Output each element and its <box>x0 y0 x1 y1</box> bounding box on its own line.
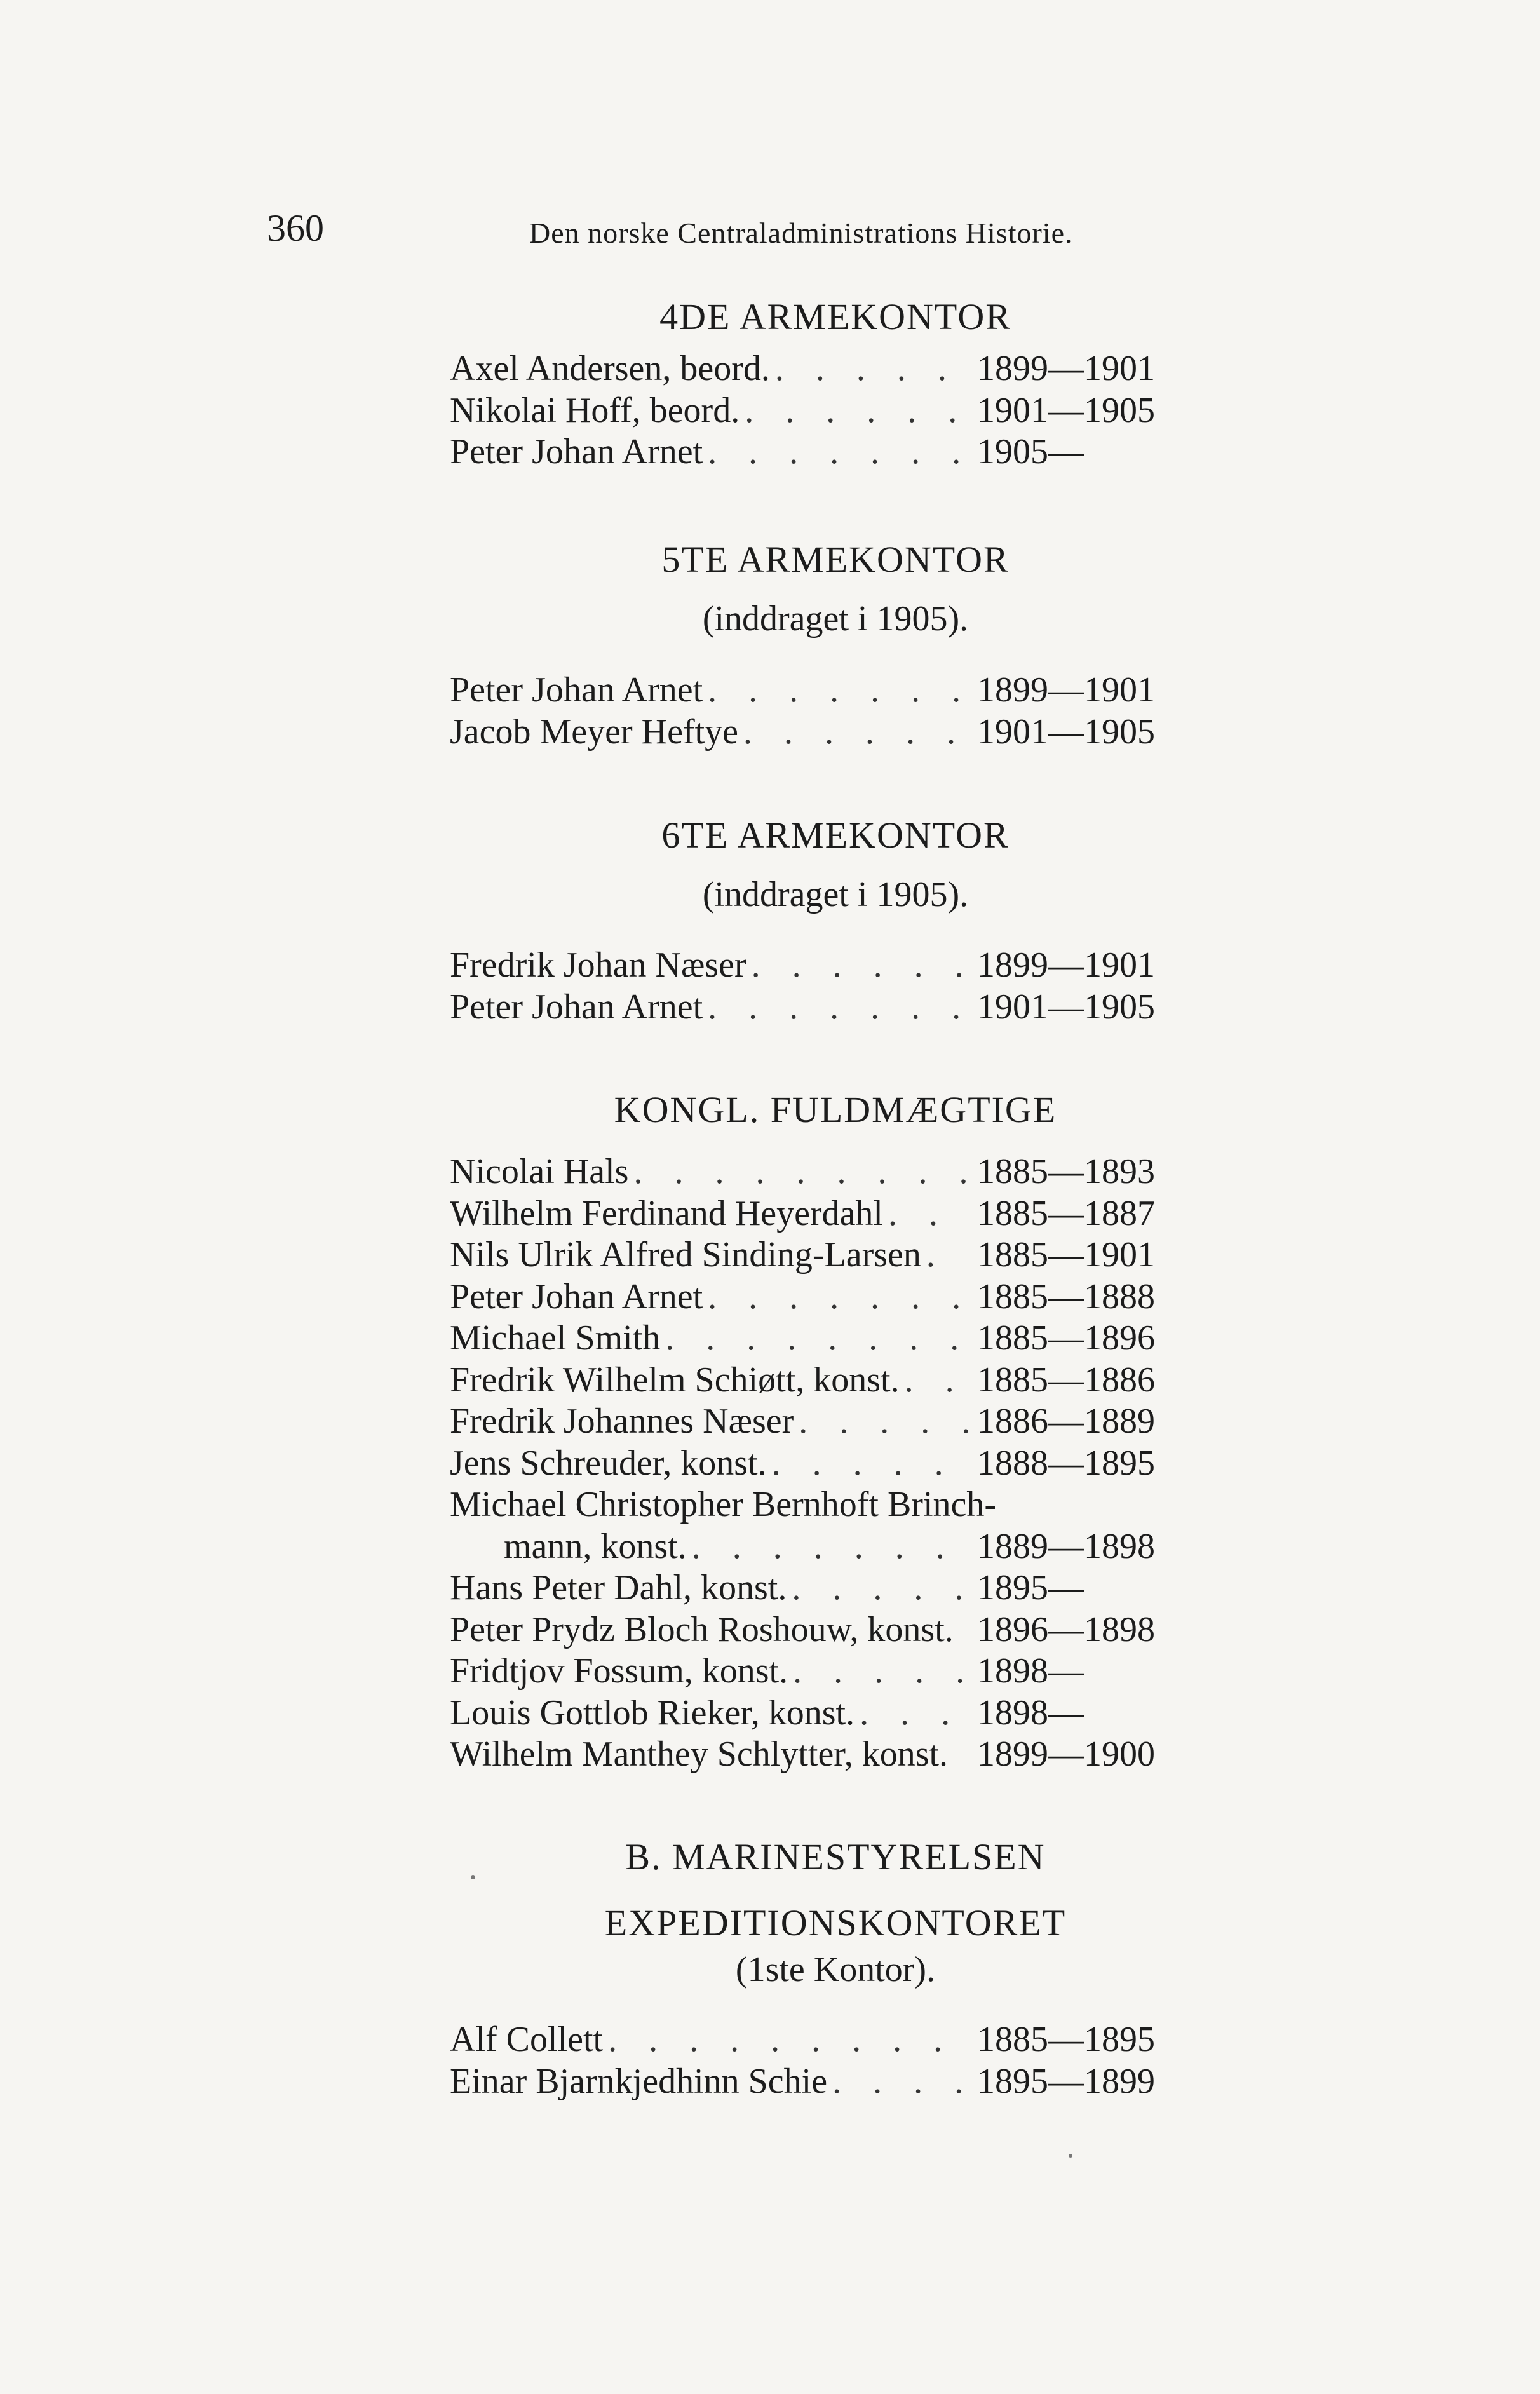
entry-name: Alf Collett <box>450 2020 604 2059</box>
entry-years: 1901—1905 <box>977 390 1155 430</box>
list-item <box>450 1234 1212 1276</box>
entry-years: 1898— <box>977 1651 1084 1691</box>
entry-list <box>450 670 1212 753</box>
list-item <box>450 1734 1212 1776</box>
section-subheading: EXPEDITIONSKONTORET <box>604 1902 1067 1944</box>
entry-name: Peter Johan Arnet <box>450 432 703 471</box>
entry-name: Hans Peter Dahl, konst. <box>450 1568 787 1607</box>
entry-list <box>450 2019 1212 2102</box>
list-item <box>450 348 1212 390</box>
section-heading: 4DE ARMEKONTOR <box>659 296 1011 337</box>
leader-dots <box>854 1693 969 1735</box>
list-item <box>450 945 1212 987</box>
entry-years: 1888—1895 <box>977 1443 1155 1483</box>
stray-mark <box>1069 2154 1072 2158</box>
entry-years: 1898— <box>977 1693 1084 1733</box>
entry-years: 1885—1888 <box>977 1276 1155 1316</box>
entry-years: 1885—1886 <box>977 1360 1155 1400</box>
entry-name: Fridtjov Fossum, konst. <box>450 1651 788 1691</box>
list-item <box>450 1401 1212 1443</box>
leader-dots <box>703 1276 969 1318</box>
entry-name: Michael Christopher Bernhoft Brinch- <box>450 1485 997 1524</box>
entry-name: Fredrik Wilhelm Schiøtt, konst. <box>450 1360 900 1400</box>
section-note: (1ste Kontor). <box>735 1950 936 1989</box>
entry-years: 1886—1889 <box>977 1402 1155 1441</box>
leader-dots <box>628 1151 969 1193</box>
entry-name: Michael Smith <box>450 1318 661 1358</box>
entry-name: Fredrik Johan Næser <box>450 945 746 985</box>
entry-years: 1895—1899 <box>977 2061 1155 2101</box>
entry-name: Nicolai Hals <box>450 1152 629 1191</box>
entry-name: Peter Johan Arnet <box>450 670 703 710</box>
entry-years: 1905— <box>977 432 1084 471</box>
page-number: 360 <box>267 207 324 249</box>
entry-years: 1889—1898 <box>977 1526 1155 1566</box>
leader-dots <box>787 1567 969 1609</box>
list-item <box>450 1193 1212 1235</box>
section-heading: 5TE ARMEKONTOR <box>661 539 1010 580</box>
entry-name: Axel Andersen, beord. <box>450 349 770 388</box>
entry-list <box>450 348 1212 473</box>
list-item <box>450 431 1212 473</box>
entry-name: Einar Bjarnkjedhinn Schie <box>450 2061 828 2101</box>
leader-dots <box>900 1360 969 1402</box>
entry-name: Wilhelm Ferdinand Heyerdahl <box>450 1193 883 1233</box>
entry-years: 1899—1901 <box>977 945 1155 985</box>
leader-dots <box>827 2061 969 2103</box>
list-item <box>450 987 1212 1029</box>
section-note: (inddraget i 1905). <box>702 599 969 639</box>
entry-years: 1899—1901 <box>977 349 1155 388</box>
section-heading: 6TE ARMEKONTOR <box>661 815 1010 856</box>
leader-dots <box>703 431 969 473</box>
leader-dots <box>703 670 969 712</box>
entry-years: 1885—1895 <box>977 2020 1155 2059</box>
leader-dots <box>703 987 969 1029</box>
stray-mark <box>471 1875 475 1879</box>
entry-name: Peter Johan Arnet <box>450 987 703 1027</box>
list-item <box>450 1651 1212 1693</box>
entry-years: 1885—1893 <box>977 1152 1155 1191</box>
entry-years: 1896—1898 <box>977 1609 1155 1649</box>
list-item <box>450 1276 1212 1318</box>
entry-years: 1885—1901 <box>977 1235 1155 1275</box>
entry-name: Jens Schreuder, konst. <box>450 1443 767 1483</box>
leader-dots <box>788 1651 969 1693</box>
list-item <box>450 1609 1212 1651</box>
list-item <box>450 1318 1212 1360</box>
list-item <box>450 1693 1212 1735</box>
leader-dots <box>740 390 969 432</box>
entry-years: 1885—1887 <box>977 1193 1155 1233</box>
entry-years: 1899—1900 <box>977 1735 1155 1774</box>
leader-dots <box>660 1318 969 1360</box>
entry-name: mann, konst. <box>504 1526 687 1566</box>
list-item <box>450 1360 1212 1402</box>
entry-years: 1899—1901 <box>977 670 1155 710</box>
list-item <box>450 1484 1212 1526</box>
entry-list <box>450 1151 1212 1776</box>
list-item <box>450 1567 1212 1609</box>
entry-name: Peter Johan Arnet <box>450 1276 703 1316</box>
leader-dots <box>883 1193 969 1235</box>
leader-dots <box>603 2019 969 2061</box>
list-item <box>450 1526 1212 1568</box>
entry-years: 1895— <box>977 1568 1084 1607</box>
leader-dots <box>921 1234 969 1276</box>
leader-dots <box>794 1401 969 1443</box>
entry-years: 1885—1896 <box>977 1318 1155 1358</box>
entry-name: Louis Gottlob Rieker, konst. <box>450 1693 855 1733</box>
entry-years: 1901—1905 <box>977 712 1155 752</box>
entry-name: Wilhelm Manthey Schlytter, konst. <box>450 1735 949 1774</box>
entry-years: 1901—1905 <box>977 987 1155 1027</box>
section-heading: B. MARINESTYRELSEN <box>625 1836 1046 1877</box>
entry-name: Jacob Meyer Heftye <box>450 712 739 752</box>
list-item <box>450 390 1212 432</box>
entry-list <box>450 945 1212 1028</box>
section-note: (inddraget i 1905). <box>702 875 969 914</box>
entry-name: Nils Ulrik Alfred Sinding-Larsen <box>450 1235 921 1275</box>
leader-dots <box>767 1443 969 1485</box>
list-item <box>450 712 1212 754</box>
entry-name: Peter Prydz Bloch Roshouw, konst. <box>450 1609 954 1649</box>
leader-dots <box>687 1526 969 1568</box>
leader-dots <box>738 712 969 754</box>
list-item <box>450 670 1212 712</box>
leader-dots <box>770 348 969 390</box>
running-header: Den norske Centraladministrations Historie. <box>529 217 1073 249</box>
list-item <box>450 2061 1212 2103</box>
section-heading: KONGL. FULDMÆGTIGE <box>614 1089 1057 1130</box>
list-item <box>450 1151 1212 1193</box>
entry-name: Fredrik Johannes Næser <box>450 1402 794 1441</box>
list-item <box>450 2019 1212 2061</box>
leader-dots <box>746 945 969 987</box>
entry-name: Nikolai Hoff, beord. <box>450 390 740 430</box>
list-item <box>450 1443 1212 1485</box>
